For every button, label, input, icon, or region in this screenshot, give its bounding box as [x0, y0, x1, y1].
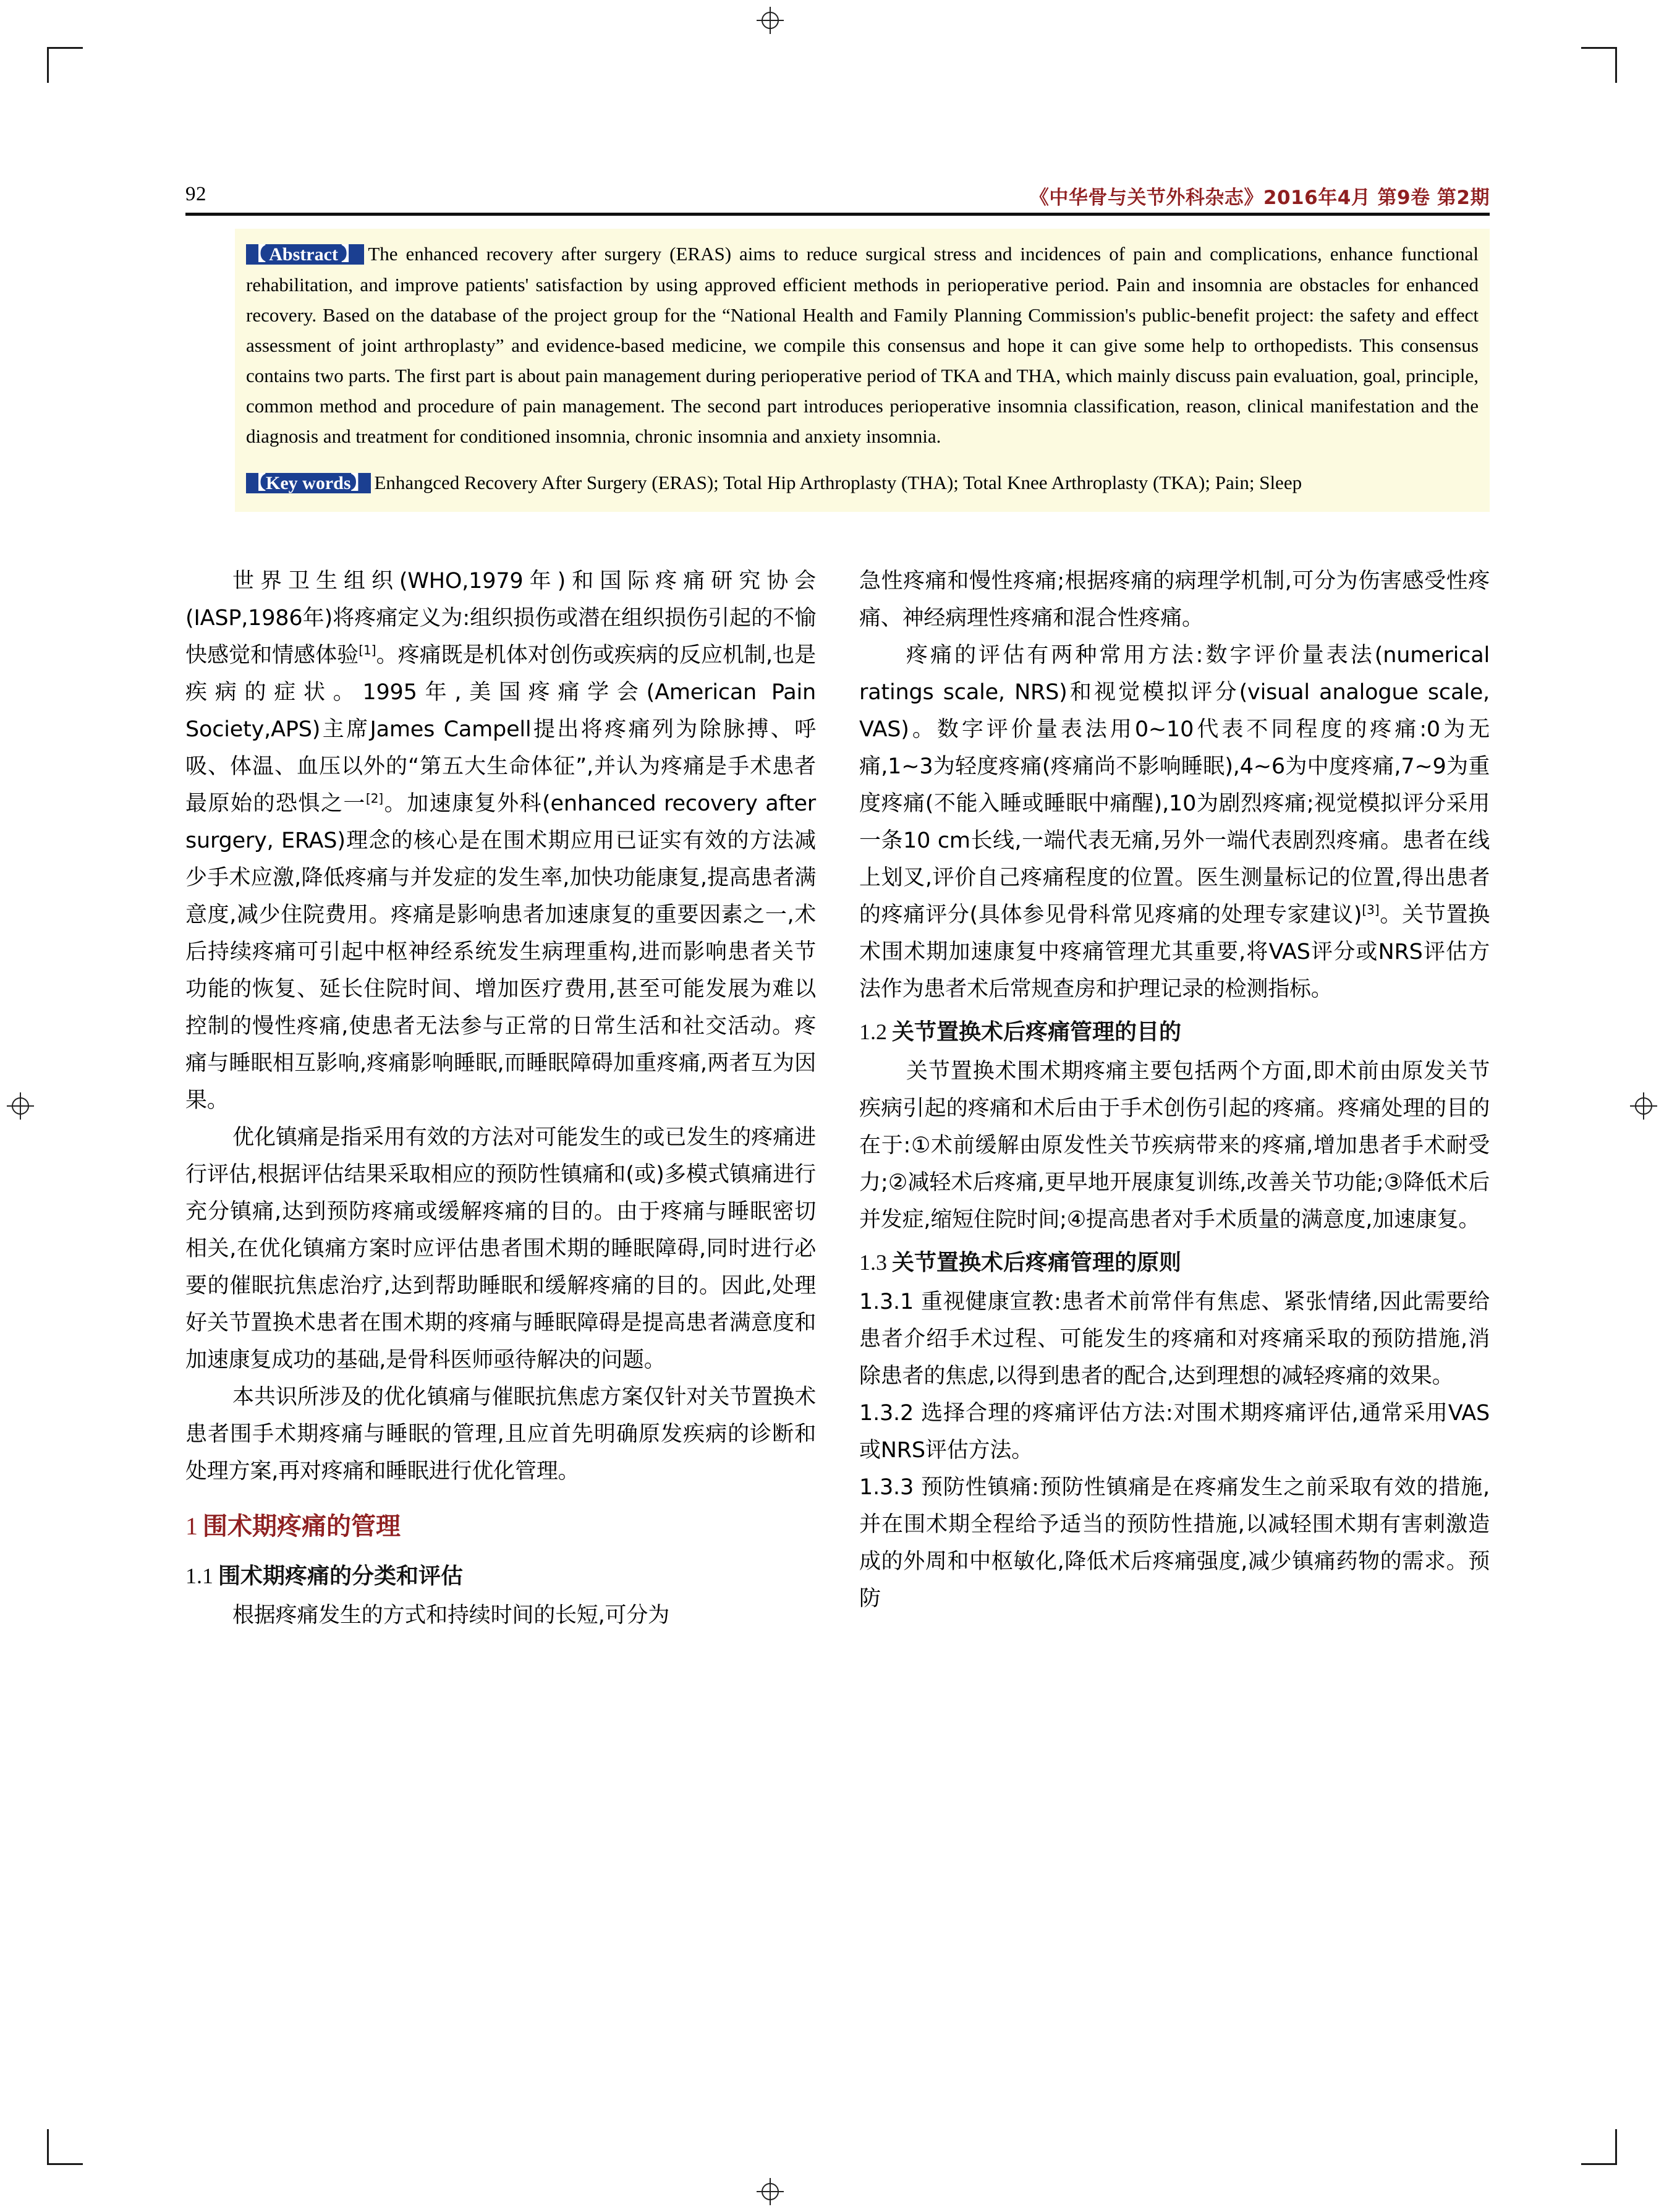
crop-mark-bottom-left-v — [47, 2129, 49, 2165]
section-title-1-3: 关节置换术后疼痛管理的原则 — [892, 1250, 1182, 1275]
section-number-1-1: 1.1 — [185, 1563, 213, 1588]
paragraph-definition-of-pain — [185, 563, 816, 1119]
para-text-c: 。加速康复外科(enhanced recovery after surgery, ERAS)理念的核心是在围术期应用已证实有效的方法减少手术应激,降低疼痛与并发症的发生率,加快功能康复,提高患者满意度,减少住院费用。疼痛是影响患者加速康复的重要因素之一,术后持续疼痛可引起中枢神经系统发生病理重构,进而影响患者关节功能的恢复、延长住院时间、增加医疗费用,甚至可能发展为难以控制的慢性疼痛,使患者无法参与正常的日常生活和社交活动。疼痛与睡眠相互影响,疼痛影响睡眠,而睡眠障碍加重疼痛,两者互为因果。 — [185, 791, 816, 1113]
left-column — [185, 563, 816, 1634]
section-heading-1-3 — [859, 1244, 1490, 1281]
paragraph-consensus-scope: 本共识所涉及的优化镇痛与催眠抗焦虑方案仅针对关节置换术患者围手术期疼痛与睡眠的管理,且应首先明确原发疾病的诊断和处理方案,再对疼痛和睡眠进行优化管理。 — [185, 1385, 816, 1484]
crop-mark-bottom-right-h — [1581, 2163, 1617, 2165]
reference-marker-1: [1] — [359, 642, 376, 658]
paragraph-optimized-analgesia: 优化镇痛是指采用有效的方法对可能发生的或已发生的疼痛进行评估,根据评估结果采取相应的预防性镇痛和(或)多模式镇痛进行充分镇痛,达到预防疼痛或缓解疼痛的目的。由于疼痛与睡眠密切相关,在优化镇痛方案时应评估患者围术期的睡眠障碍,同时进行必要的催眠抗焦虑治疗,达到帮助睡眠和缓解疼痛的目的。因此,处理好关节置换术患者在围术期的疼痛与睡眠障碍是提高患者满意度和加速康复成功的基础,是骨科医师亟待解决的问题。 — [185, 1125, 816, 1372]
keywords-label: 【Key words】 — [247, 473, 370, 493]
paragraph-pain-classification-cont: 急性疼痛和慢性疼痛;根据疼痛的病理学机制,可分为伤害感受性疼痛、神经病理性疼痛和混合性疼痛。 — [859, 569, 1490, 631]
para-text-a: 世界卫生组织(WHO,1979年)和国际疼痛研究协会(IASP,1986年)将疼痛定义为:组织损伤或潜在组织损伤引起的不愉快感觉和情感体验 — [185, 569, 816, 668]
crop-mark-bottom-left-h — [47, 2163, 83, 2165]
section-number-1-3: 1.3 — [859, 1250, 887, 1275]
section-number-1: 1 — [185, 1512, 198, 1540]
right-column — [859, 563, 1490, 1634]
para-text-b: 。疼痛既是机体对创伤或疾病的反应机制,也是疾病的症状。1995年,美国疼痛学会(American Pain Society,APS)主席James Campell提出将疼痛列为除脉搏、呼吸、体温、血压以外的“第五大生命体征”,并认为疼痛是手术患者最原始的恐惧之一 — [185, 643, 816, 816]
keywords-text: Enhangced Recovery After Surgery (ERAS); Total Hip Arthroplasty (THA); Total Knee Arthroplasty (TKA); Pain; Sleep — [374, 472, 1302, 493]
abstract-label: 【Abstract】 — [247, 244, 363, 265]
reference-marker-3: [3] — [1362, 902, 1380, 917]
crop-mark-top-right-v — [1615, 47, 1617, 83]
section-title-1: 围术期疼痛的管理 — [203, 1512, 401, 1541]
abstract-text: The enhanced recovery after surgery (ERAS) aims to reduce surgical stress and incidences of pain and complications, enhance functional rehabilitation, and improve patients' satisfaction by using approved efficient methods in perioperative period. Pain and insomnia are obstacles for enhanced recovery. Based on the database of the project group for the “National Health and Family Planning Commission's public-benefit project: the safety and effect assessment of joint arthroplasty” and evidence-based medicine, we compile this consensus and hope it can give some help to orthopedists. This consensus contains two parts. The first part is about pain management during perioperative period of TKA and THA, which mainly discuss pain evaluation, goal, principle, common method and procedure of pain management. The second part introduces perioperative insomnia classification, reason, clinical manifestation and the diagnosis and treatment for conditioned insomnia, chronic insomnia and anxiety insomnia. — [246, 243, 1479, 447]
journal-citation: 《中华骨与关节外科杂志》2016年4月 第9卷 第2期 — [1029, 187, 1490, 209]
registration-target-bottom — [756, 2177, 784, 2206]
paragraph-1-3-3-preventive-analgesia: 1.3.3 预防性镇痛:预防性镇痛是在疼痛发生之前采取有效的措施,并在围术期全程给予适当的预防性措施,以减轻围术期有害刺激造成的外周和中枢敏化,降低术后疼痛强度,减少镇痛药物的需求。预防 — [859, 1475, 1490, 1611]
paragraph-pain-management-goals: 关节置换术围术期疼痛主要包括两个方面,即术前由原发关节疾病引起的疼痛和术后由于手术创伤引起的疼痛。疼痛处理的目的在于:①术前缓解由原发性关节疾病带来的疼痛,增加患者手术耐受力;②减轻术后疼痛,更早地开展康复训练,改善关节功能;③降低术后并发症,缩短住院时间;④提高患者对手术质量的满意度,加速康复。 — [859, 1059, 1490, 1232]
running-head — [185, 179, 1490, 219]
section-number-1-2: 1.2 — [859, 1019, 887, 1044]
section-title-1-2: 关节置换术后疼痛管理的目的 — [892, 1019, 1182, 1045]
paragraph-1-3-1-health-education: 1.3.1 重视健康宣教:患者术前常伴有焦虑、紧张情绪,因此需要给患者介绍手术过程、可能发生的疼痛和对疼痛采取的预防措施,消除患者的焦虑,以得到患者的配合,达到理想的减轻疼痛的效果。 — [859, 1290, 1490, 1389]
abstract-paragraph — [246, 239, 1479, 451]
reference-marker-2: [2] — [365, 791, 383, 806]
registration-target-top — [756, 6, 784, 35]
body-columns — [185, 563, 1490, 1634]
crop-mark-top-left-h — [47, 47, 83, 49]
crop-mark-bottom-right-v — [1615, 2129, 1617, 2165]
paragraph-pain-assessment — [859, 637, 1490, 1008]
para-text-a: 疼痛的评估有两种常用方法:数字评价量表法(numerical ratings scale, NRS)和视觉模拟评分(visual analogue scale, VAS)。数字评价量表法用0~10代表不同程度的疼痛:0为无痛,1~3为轻度疼痛(疼痛尚不影响睡眠),4~6为中度疼痛,7~9为重度疼痛(不能入睡或睡眠中痛醒),10为剧烈疼痛;视觉模拟评分采用一条10 cm长线,一端代表无痛,另外一端代表剧烈疼痛。患者在线上划叉,评价自己疼痛程度的位置。医生测量标记的位置,得出患者的疼痛评分(具体参见骨科常见疼痛的处理专家建议) — [859, 643, 1490, 927]
registration-target-right — [1629, 1092, 1658, 1120]
section-heading-1-2 — [859, 1014, 1490, 1050]
crop-mark-top-right-h — [1581, 47, 1617, 49]
page-number: 92 — [185, 183, 206, 205]
keywords-paragraph — [246, 467, 1479, 498]
paragraph-pain-classification-start: 根据疼痛发生的方式和持续时间的长短,可分为 — [232, 1603, 669, 1628]
para-text-b: 。关节置换术围术期加速康复中疼痛管理尤其重要,将VAS评分或NRS评估方法作为患者术后常规查房和护理记录的检测指标。 — [859, 903, 1490, 1002]
crop-mark-top-left-v — [47, 47, 49, 83]
abstract-block — [235, 229, 1490, 512]
paragraph-1-3-2-assessment-method: 1.3.2 选择合理的疼痛评估方法:对围术期疼痛评估,通常采用VAS或NRS评估方法。 — [859, 1401, 1490, 1463]
section-heading-1 — [185, 1508, 816, 1544]
section-title-1-1: 围术期疼痛的分类和评估 — [218, 1563, 464, 1589]
registration-target-left — [6, 1092, 35, 1120]
header-rule — [185, 213, 1490, 216]
section-heading-1-1 — [185, 1558, 816, 1594]
journal-page — [185, 179, 1490, 2040]
